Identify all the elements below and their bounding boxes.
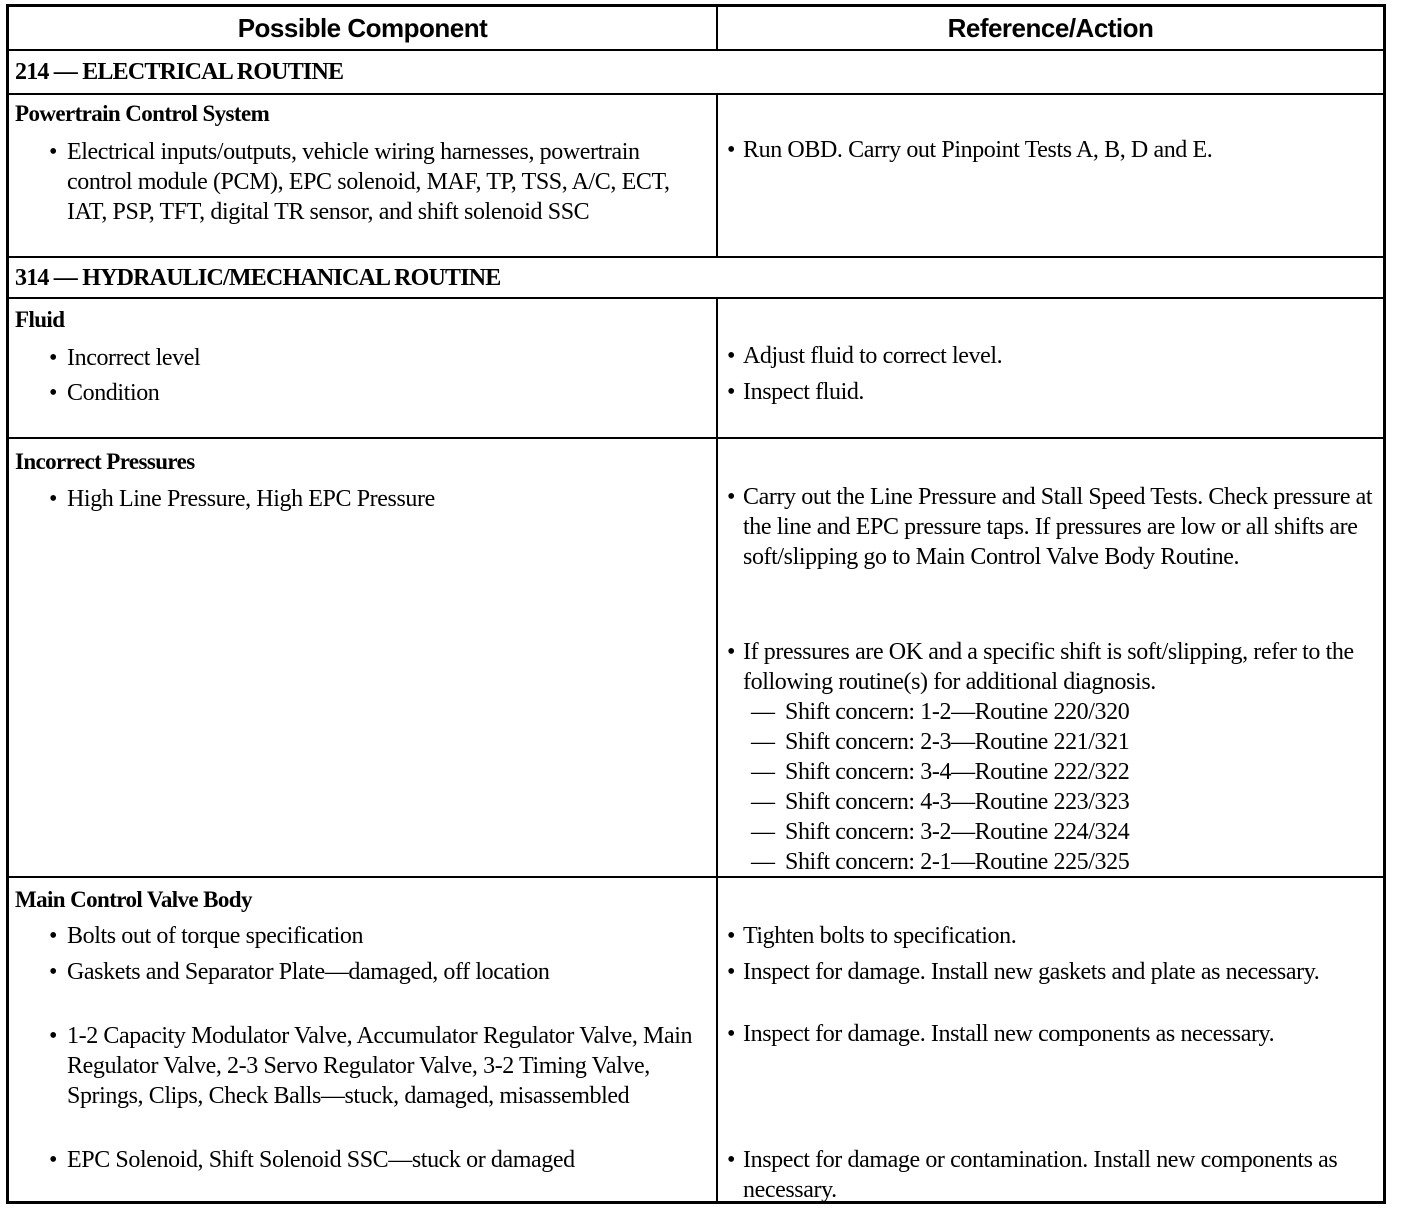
row-divider (9, 297, 1383, 299)
fluid-condition-component: Condition (67, 380, 160, 406)
diagnosis-table (6, 4, 1386, 1204)
bullet: • (727, 137, 736, 163)
routine-item: — Shift concern: 1-2—Routine 220/320 (751, 699, 1130, 725)
bullet: • (727, 484, 736, 510)
bullet: • (727, 639, 736, 665)
section-214-title: 214 — ELECTRICAL ROUTINE (15, 59, 344, 85)
column-divider (716, 297, 718, 1202)
row-divider (9, 93, 1383, 95)
bullet: • (727, 923, 736, 949)
pcs-component: Electrical inputs/outputs, vehicle wiring harnesses, powertrain control module (PCM), EPC solenoid, MAF, TP, TSS, A/C, ECT, IAT, PSP, TFT, digital TR sensor, and shift solenoid SSC (67, 139, 670, 225)
bullet: • (49, 1023, 58, 1049)
header-reference-action: Reference/Action (947, 13, 1154, 43)
mcvb-action-1: Tighten bolts to specification. (743, 923, 1017, 949)
bullet: • (727, 1147, 736, 1173)
pcs-action: Run OBD. Carry out Pinpoint Tests A, B, D and E. (743, 137, 1213, 163)
mcvb-action-4: Inspect for damage or contamination. Install new components as necessary. (743, 1147, 1338, 1203)
row-divider (9, 49, 1383, 51)
mcvb-component-4: EPC Solenoid, Shift Solenoid SSC—stuck or damaged (67, 1147, 575, 1173)
bullet: • (727, 379, 736, 405)
bullet: • (49, 486, 58, 512)
bullet: • (49, 959, 58, 985)
bullet: • (727, 1021, 736, 1047)
mcvb-action-3: Inspect for damage. Install new components as necessary. (743, 1021, 1275, 1047)
pressures-action-1: Carry out the Line Pressure and Stall Speed Tests. Check pressure at the line and EPC pressure taps. If pressures are low or all shifts are soft/slipping go to Main Control Valve Body Routine. (743, 484, 1373, 570)
routine-item: — Shift concern: 2-1—Routine 225/325 (751, 849, 1130, 875)
pcs-heading: Powertrain Control System (15, 101, 270, 126)
bullet: • (49, 380, 58, 406)
row-divider (9, 437, 1383, 439)
mcvb-component-3: 1-2 Capacity Modulator Valve, Accumulator Regulator Valve, Main Regulator Valve, 2-3 Servo Regulator Valve, 3-2 Timing Valve, Springs, Clips, Check Balls—stuck, damaged, misassembled (67, 1023, 693, 1109)
fluid-condition-action: Inspect fluid. (743, 379, 865, 405)
bullet: • (49, 923, 58, 949)
pressures-heading: Incorrect Pressures (15, 449, 195, 474)
section-314-title: 314 — HYDRAULIC/MECHANICAL ROUTINE (15, 265, 501, 291)
routine-item: — Shift concern: 2-3—Routine 221/321 (751, 729, 1130, 755)
bullet: • (49, 139, 58, 165)
column-divider (716, 93, 718, 258)
pressures-action-2: If pressures are OK and a specific shift is soft/slipping, refer to the following routine(s) for additional diagnosis. (743, 639, 1354, 695)
fluid-heading: Fluid (15, 307, 65, 332)
fluid-level-component: Incorrect level (67, 345, 201, 371)
routine-item: — Shift concern: 4-3—Routine 223/323 (751, 789, 1130, 815)
header-possible-component: Possible Component (237, 13, 488, 43)
fluid-level-action: Adjust fluid to correct level. (743, 343, 1003, 369)
mcvb-heading: Main Control Valve Body (15, 887, 252, 912)
bullet: • (727, 959, 736, 985)
bullet: • (727, 343, 736, 369)
routine-list (743, 697, 1373, 877)
pressures-component: High Line Pressure, High EPC Pressure (67, 486, 435, 512)
row-divider (9, 256, 1383, 258)
routine-item: — Shift concern: 3-4—Routine 222/322 (751, 759, 1130, 785)
mcvb-action-2: Inspect for damage. Install new gaskets and plate as necessary. (743, 959, 1320, 985)
routine-item: — Shift concern: 3-2—Routine 224/324 (751, 819, 1130, 845)
mcvb-component-1: Bolts out of torque specification (67, 923, 364, 949)
bullet: • (49, 1147, 58, 1173)
mcvb-component-2: Gaskets and Separator Plate—damaged, off location (67, 959, 550, 985)
bullet: • (49, 345, 58, 371)
